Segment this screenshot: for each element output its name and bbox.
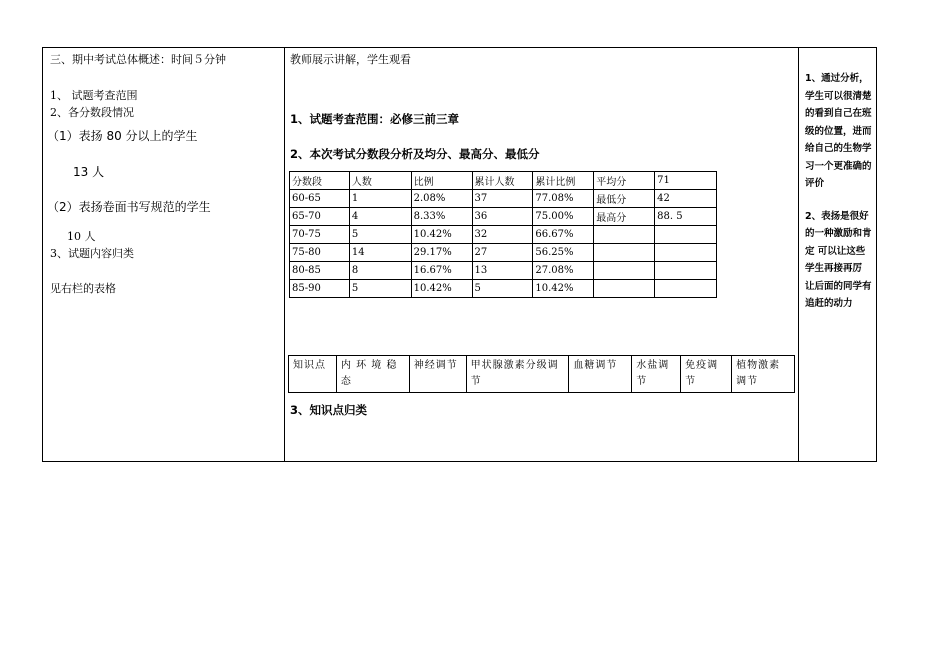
table-cell: 70-75 <box>290 226 350 244</box>
table-cell: 1 <box>349 190 411 208</box>
knowledge-cell: 免疫调节 <box>681 356 732 393</box>
stat-label: 最高分 <box>594 208 655 226</box>
knowledge-cell: 血糖调节 <box>569 356 632 393</box>
section-score-analysis: 2、本次考试分数段分析及均分、最高分、最低分 <box>290 147 540 161</box>
score-distribution-table <box>289 171 717 298</box>
left-item-2: 2、各分数段情况 <box>50 106 134 119</box>
table-cell: 4 <box>349 208 411 226</box>
table-cell: 2.08% <box>411 190 472 208</box>
stat-label <box>594 226 655 244</box>
table-cell: 37 <box>472 190 533 208</box>
header-cell: 累计比例 <box>533 172 594 190</box>
knowledge-cell: 甲状腺激素分级调节 <box>466 356 569 393</box>
knowledge-cell: 神经调节 <box>409 356 466 393</box>
table-row <box>289 356 795 393</box>
stat-value: 71 <box>655 172 717 190</box>
stat-value: 88. 5 <box>655 208 717 226</box>
table-cell: 65-70 <box>290 208 350 226</box>
overview-heading: 三、期中考试总体概述：时间５分钟 <box>50 53 226 66</box>
praise-high-score: （1）表扬 80 分以上的学生 <box>47 129 198 143</box>
table-row <box>290 244 717 262</box>
knowledge-point-table <box>288 355 795 393</box>
table-cell: 14 <box>349 244 411 262</box>
table-cell: 10.42% <box>533 280 594 298</box>
knowledge-cell: 植物激素调节 <box>732 356 795 393</box>
table-cell: 29.17% <box>411 244 472 262</box>
stat-label: 平均分 <box>594 172 655 190</box>
stat-label: 最低分 <box>594 190 655 208</box>
teacher-intro: 教师展示讲解，学生观看 <box>290 53 411 66</box>
table-header-row <box>290 172 717 190</box>
table-cell: 77.08% <box>533 190 594 208</box>
left-item-1: 1、 试题考查范围 <box>50 89 138 102</box>
table-cell: 75.00% <box>533 208 594 226</box>
section-knowledge-points: 3、知识点归类 <box>290 403 368 417</box>
table-cell: 16.67% <box>411 262 472 280</box>
table-row <box>290 208 717 226</box>
table-cell: 10.42% <box>411 226 472 244</box>
design-intent-notes <box>805 70 873 328</box>
header-cell: 人数 <box>349 172 411 190</box>
table-cell: 5 <box>349 226 411 244</box>
table-row <box>290 226 717 244</box>
table-cell: 13 <box>472 262 533 280</box>
knowledge-cell: 内 环 境 稳 态 <box>336 356 409 393</box>
left-item-3: 3、试题内容归类 <box>50 247 134 260</box>
praise-neat-writing: （2）表扬卷面书写规范的学生 <box>47 200 211 214</box>
table-cell: 75-80 <box>290 244 350 262</box>
table-cell: 27 <box>472 244 533 262</box>
knowledge-cell: 知识点 <box>289 356 337 393</box>
table-row <box>290 262 717 280</box>
table-row <box>290 280 717 298</box>
table-cell: 56.25% <box>533 244 594 262</box>
stat-value: 42 <box>655 190 717 208</box>
stat-value <box>655 262 717 280</box>
note-analysis: 1、通过分析，学生可以很清楚的看到自己在班级的位置，进而给自己的生物学习一个更准确的评价 <box>805 73 872 189</box>
praise-neat-writing-count: 10 人 <box>67 230 96 243</box>
table-cell <box>655 280 717 298</box>
table-cell: 5 <box>349 280 411 298</box>
table-cell: 80-85 <box>290 262 350 280</box>
note-praise: 2、表扬是很好的一种激励和肯定 可以让这些学生再接再厉 让后面的同学有追赶的动力 <box>805 210 872 309</box>
table-cell <box>594 280 655 298</box>
table-cell: 10.42% <box>411 280 472 298</box>
column-divider-1 <box>284 48 285 461</box>
stat-value <box>655 226 717 244</box>
stat-label <box>594 262 655 280</box>
stat-value <box>655 244 717 262</box>
table-cell: 32 <box>472 226 533 244</box>
knowledge-cell: 水盐调节 <box>632 356 681 393</box>
table-row <box>290 190 717 208</box>
column-divider-2 <box>798 48 799 461</box>
table-cell: 60-65 <box>290 190 350 208</box>
table-cell: 8 <box>349 262 411 280</box>
header-cell: 累计人数 <box>472 172 533 190</box>
header-cell: 分数段 <box>290 172 350 190</box>
stat-label <box>594 244 655 262</box>
table-cell: 36 <box>472 208 533 226</box>
table-cell: 66.67% <box>533 226 594 244</box>
section-exam-scope: 1、试题考查范围：必修三前三章 <box>290 112 459 126</box>
table-cell: 27.08% <box>533 262 594 280</box>
table-cell: 5 <box>472 280 533 298</box>
praise-high-score-count: 13 人 <box>73 165 105 179</box>
table-cell: 8.33% <box>411 208 472 226</box>
header-cell: 比例 <box>411 172 472 190</box>
table-cell: 85-90 <box>290 280 350 298</box>
see-right-note: 见右栏的表格 <box>50 282 116 295</box>
